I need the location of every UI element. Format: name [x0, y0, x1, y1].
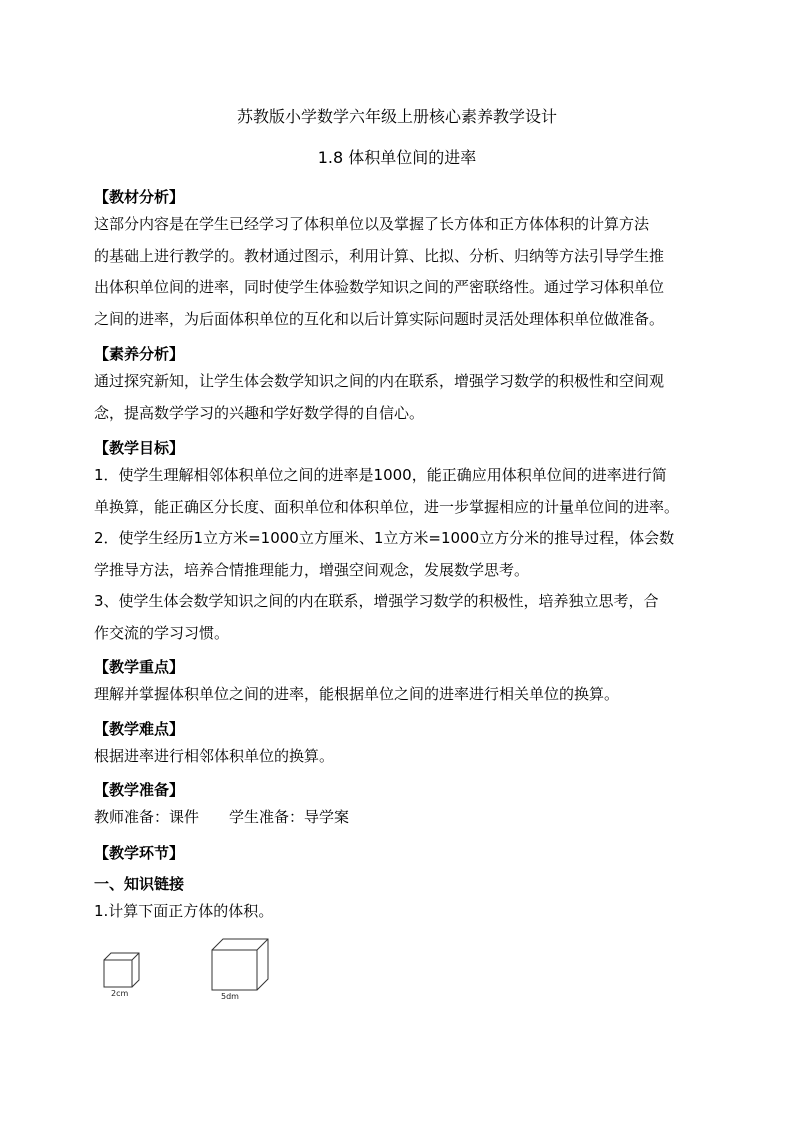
paragraph-line: 学推导方法，培养合情推理能力，增强空间观念，发展数学思考。 [94, 560, 530, 579]
section-heading-process: 【教学环节】 [94, 844, 185, 862]
cube-front-face [104, 960, 132, 987]
cube-top-edge [132, 953, 139, 960]
cube-top-edge [257, 939, 268, 950]
paragraph-line: 理解并掌握体积单位之间的进率，能根据单位之间的进率进行相关单位的换算。 [94, 685, 620, 703]
section-body-process [94, 896, 704, 928]
paragraph-line: 1．使学生理解相邻体积单位之间的进率是1000，能正确应用体积单位间的进率进行简 [94, 466, 667, 484]
paragraph-line: 通过探究新知，让学生体会数学知识之间的内在联系，增强学习数学的积极性和空间观 [94, 372, 665, 390]
cube-large-label: 5dm [221, 992, 239, 1001]
section-heading-key-points: 【教学重点】 [94, 658, 185, 676]
paragraph-line: 2．使学生经历1立方米=1000立方厘米、1立方米=1000立方分米的推导过程，体会数 [94, 529, 675, 547]
paragraph-line: 教师准备：课件 学生准备：导学案 [94, 808, 350, 826]
paragraph-line: 的基础上进行教学的。教材通过图示，利用计算、比拟、分析、归纳等方法引导学生推 [94, 246, 665, 265]
section-heading-textbook-analysis: 【教材分析】 [94, 188, 185, 206]
paragraph-line: 这部分内容是在学生已经学习了体积单位以及掌握了长方体和正方体体积的计算方法 [94, 215, 650, 233]
section-heading-preparation: 【教学准备】 [94, 781, 185, 799]
paragraph-line: 根据进率进行相邻体积单位的换算。 [94, 747, 335, 765]
section-body-key-points [94, 679, 704, 711]
section-heading-goals: 【教学目标】 [94, 439, 185, 457]
cube-front-face [212, 950, 257, 990]
paragraph-line: 之间的进率，为后面体积单位的互化和以后计算实际问题时灵活处理体积单位做准备。 [94, 309, 665, 328]
small-cube-figure [98, 946, 150, 998]
section-body-goals [94, 460, 704, 649]
paragraph-line: 单换算，能正确区分长度、面积单位和体积单位，进一步掌握相应的计量单位间的进率。 [94, 497, 680, 516]
section-body-preparation [94, 802, 704, 834]
cube-back-edges [212, 939, 268, 990]
paragraph-line: 念，提高数学学习的兴趣和学好数学得的自信心。 [94, 403, 425, 422]
large-cube-figure [206, 934, 276, 1002]
section-heading-difficulties: 【教学难点】 [94, 720, 185, 738]
section-body-difficulties [94, 741, 704, 773]
paragraph-line: 作交流的学习习惯。 [94, 623, 230, 642]
section-body-literacy-analysis [94, 366, 704, 429]
cube-small-label: 2cm [111, 989, 129, 998]
paragraph-line: 1.计算下面正方体的体积。 [94, 902, 274, 920]
paragraph-line: 3、使学生体会数学知识之间的内在联系，增强学习数学的积极性，培养独立思考，合 [94, 592, 659, 610]
section-body-textbook-analysis [94, 209, 704, 335]
section-heading-literacy-analysis: 【素养分析】 [94, 345, 185, 363]
subsection-heading-knowledge-link: 一、知识链接 [94, 875, 185, 893]
paragraph-line: 出体积单位间的进率，同时使学生体验数学知识之间的严密联络性。通过学习体积单位 [94, 278, 665, 296]
document-subtitle: 1.8 体积单位间的进率 [317, 148, 477, 167]
document-title: 苏教版小学数学六年级上册核心素养教学设计 [236, 107, 557, 126]
